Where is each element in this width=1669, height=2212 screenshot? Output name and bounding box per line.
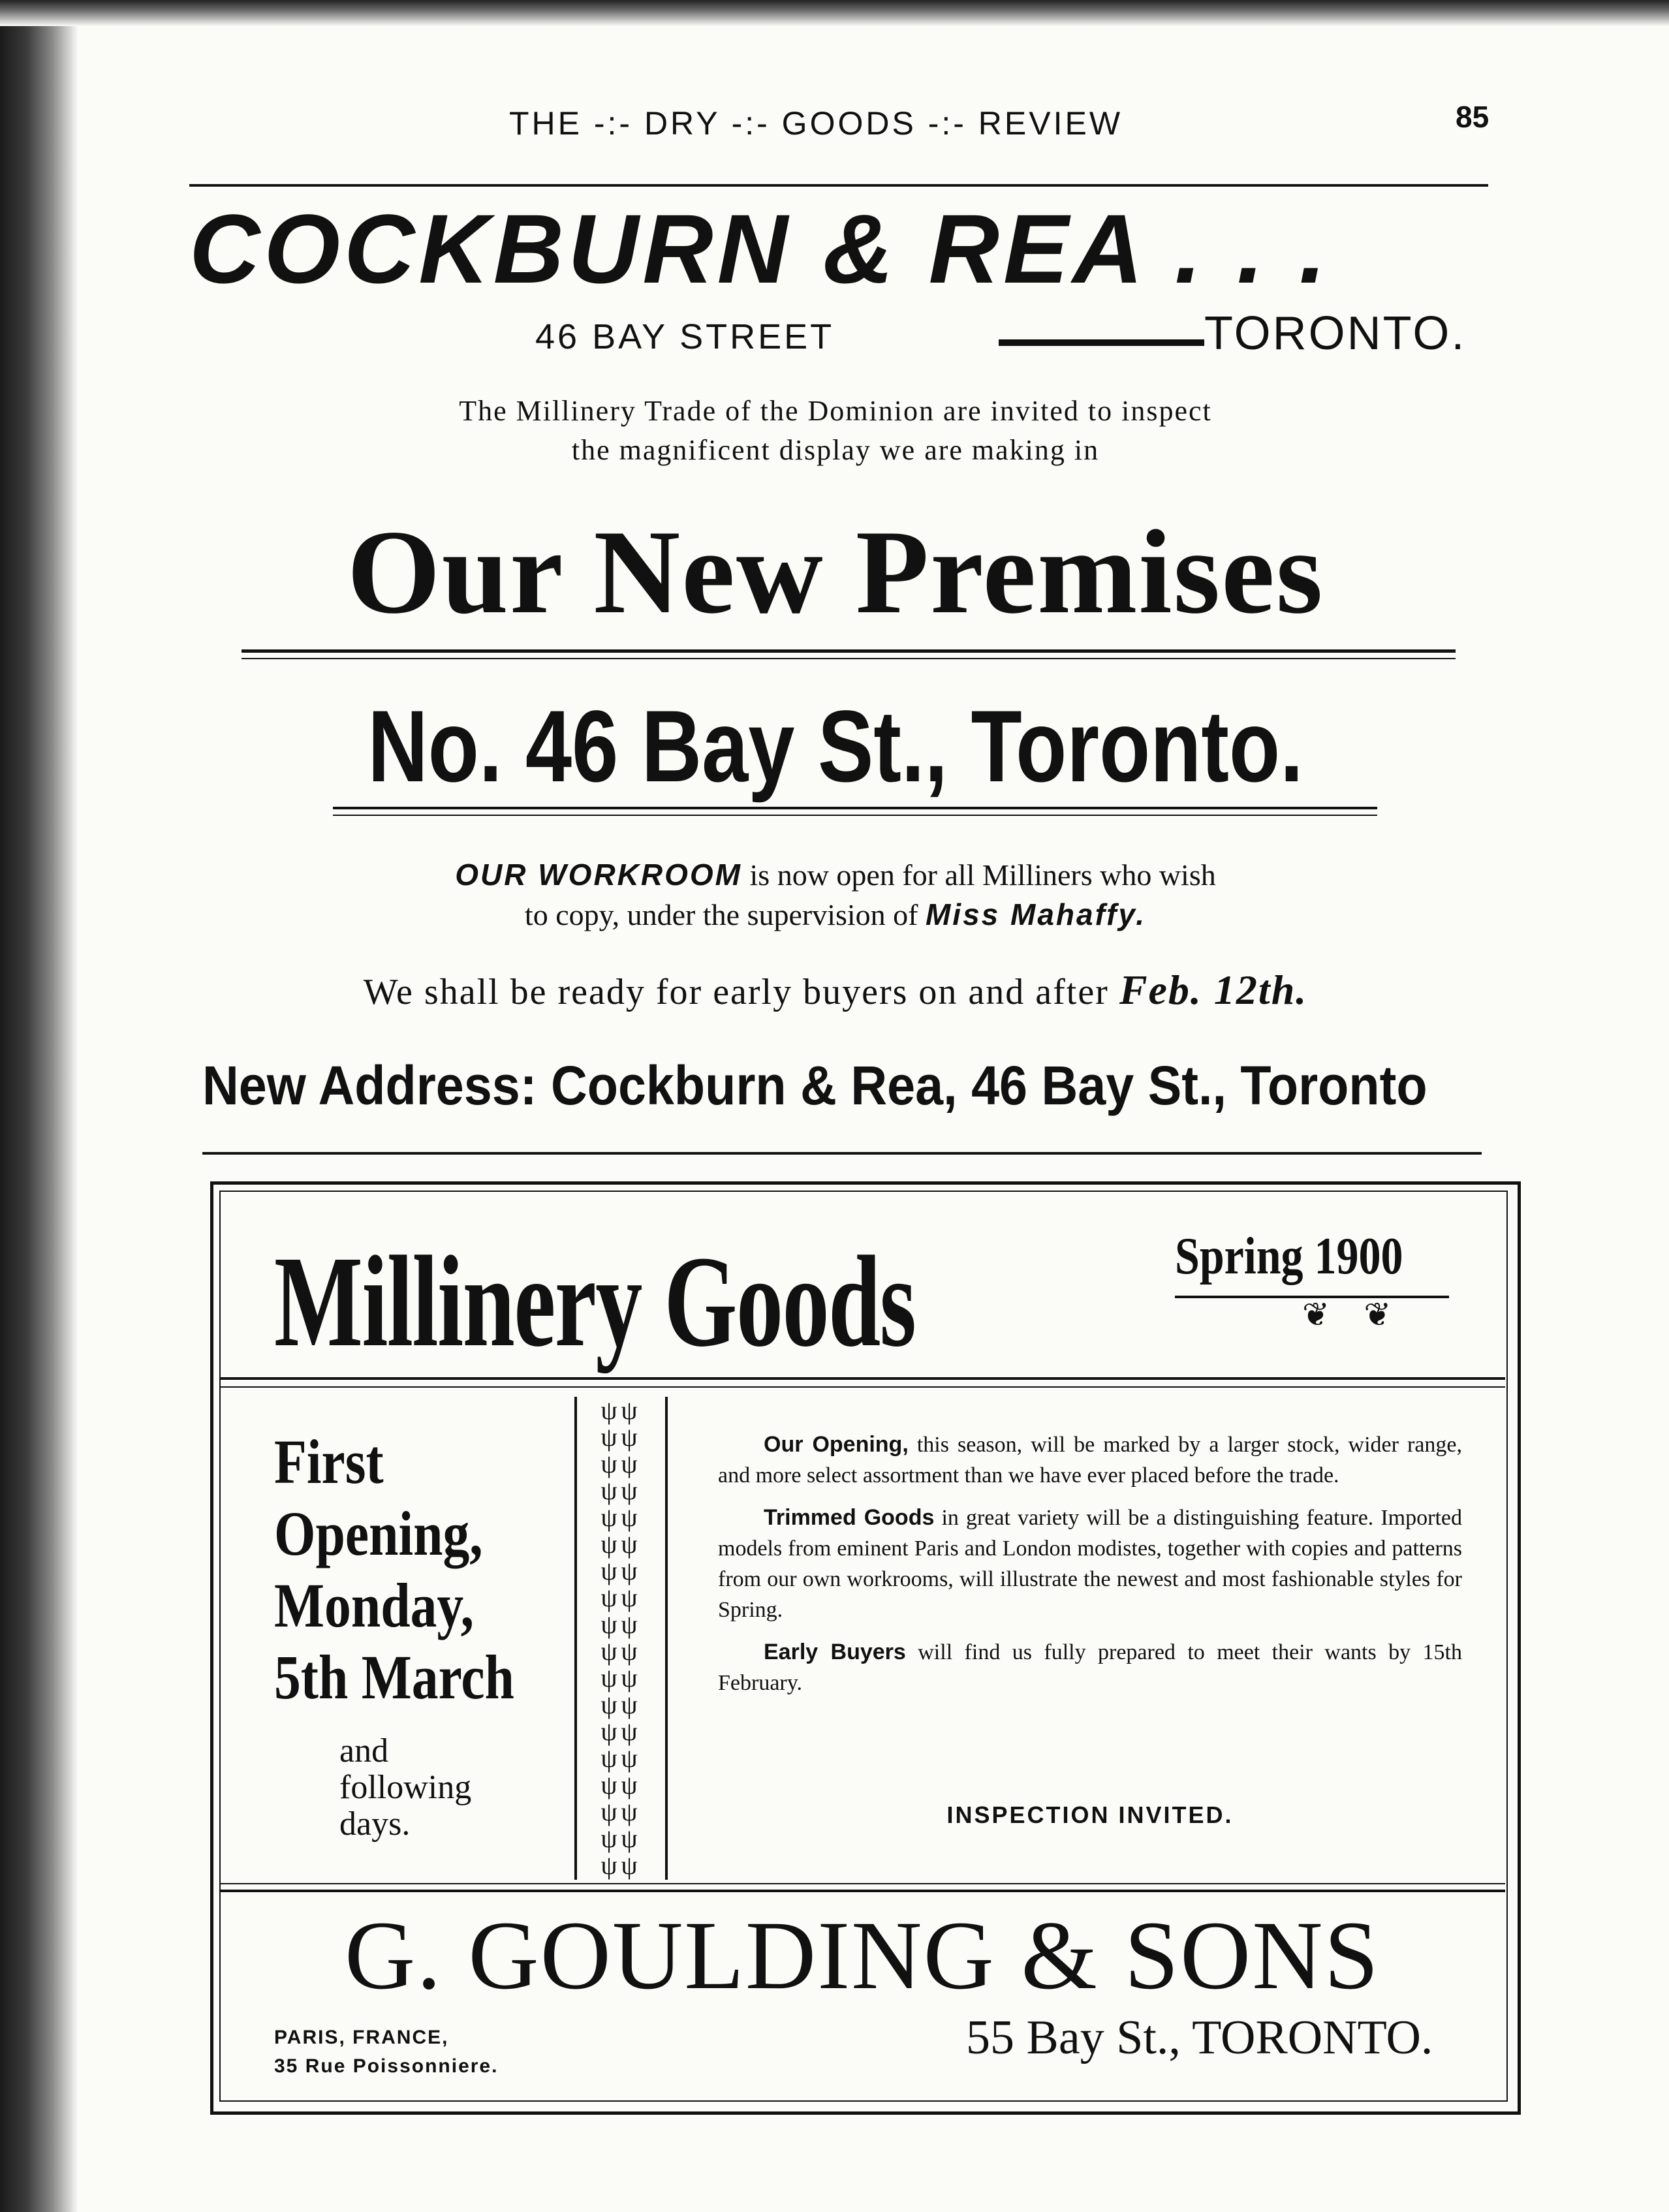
opening-announcement xyxy=(274,1426,524,1713)
floral-ornament-motif: ψψ xyxy=(601,1824,642,1853)
address-dash xyxy=(999,339,1204,346)
floral-ornament-motif: ψψ xyxy=(601,1663,642,1692)
floral-ornament-motif: ψψ xyxy=(601,1690,642,1719)
paragraph-lead: Early Buyers xyxy=(764,1640,906,1664)
headline-rule-bottom xyxy=(242,658,1456,659)
new-address: New Address: Cockburn & Rea, 46 Bay St., Toronto xyxy=(202,1055,1427,1116)
floral-ornament-motif: ψψ xyxy=(601,1850,642,1880)
floral-ornament-motif: ψψ xyxy=(601,1503,642,1532)
floral-ornament-motif: ψψ xyxy=(601,1529,642,1559)
paragraph-opening xyxy=(718,1429,1462,1491)
goulding-firm-name: G. GOULDING & SONS xyxy=(344,1901,1380,2010)
floral-ornament-motif: ψψ xyxy=(601,1422,642,1452)
section-divider xyxy=(202,1152,1482,1155)
page-number: 85 xyxy=(1456,100,1490,134)
invitation-text xyxy=(261,392,1410,470)
paris-address xyxy=(274,2023,498,2081)
floral-ornament-motif: ψψ xyxy=(601,1636,642,1666)
paragraph-lead: Trimmed Goods xyxy=(764,1505,935,1530)
invitation-line-1: The Millinery Trade of the Dominion are invited to inspect xyxy=(459,395,1212,427)
opening-line: 5th March xyxy=(274,1642,514,1712)
floral-ornament-motif: ψψ xyxy=(601,1583,642,1612)
cockburn-city: TORONTO. xyxy=(1204,307,1467,360)
running-title: THE -:- DRY -:- GOODS -:- REVIEW xyxy=(508,105,1123,142)
workroom-notice xyxy=(261,855,1410,935)
opening-line: First xyxy=(274,1427,384,1497)
ready-date: Feb. 12th. xyxy=(1119,967,1308,1013)
headline-rule-top xyxy=(242,649,1456,653)
scanned-top-edge xyxy=(0,0,1669,26)
footer-divider-top xyxy=(219,1883,1505,1884)
paragraph-early-buyers xyxy=(718,1637,1462,1698)
ready-text: We shall be ready for early buyers on and after xyxy=(363,972,1119,1012)
ready-notice xyxy=(228,966,1443,1014)
opening-subtext xyxy=(339,1733,561,1843)
scanned-binding-edge xyxy=(0,0,78,2212)
opening-sub-line: following xyxy=(339,1769,472,1806)
floral-ornament-motif: ψψ xyxy=(601,1717,642,1746)
opening-line: Monday, xyxy=(274,1570,475,1640)
paragraph-trimmed-goods xyxy=(718,1503,1462,1625)
paragraph-text: will find us fully prepared to meet their wants by 15th February. xyxy=(718,1640,1463,1695)
address-rule-top xyxy=(333,807,1377,809)
cockburn-firm-name: COCKBURN & REA . . . xyxy=(189,194,1330,304)
paris-line-2: 35 Rue Poissonniere. xyxy=(274,2055,499,2077)
address-rule-bottom xyxy=(333,815,1377,816)
floral-ornament-motif: ψψ xyxy=(601,1476,642,1505)
title-divider-top xyxy=(219,1377,1505,1380)
floral-ornament-motif: ψψ xyxy=(601,1397,642,1425)
footer-divider-bottom xyxy=(219,1890,1505,1892)
premises-headline: Our New Premises xyxy=(347,505,1324,638)
floral-ornament-motif: ψψ xyxy=(601,1743,642,1773)
opening-line: Opening, xyxy=(274,1499,483,1568)
workroom-line-1: is now open for all Milliners who wish xyxy=(742,858,1216,892)
invitation-line-2: the magnificent display we are making in xyxy=(571,434,1100,466)
paragraph-text: in great variety will be a distinguishing feature. Imported models from eminent Paris and London modistes, together with copies and patterns from our own workrooms, will illustrate the newest and most fashionable styles for Spring. xyxy=(718,1506,1462,1622)
inspection-invited: INSPECTION INVITED. xyxy=(946,1801,1234,1828)
floral-ornament-motif: ψψ xyxy=(601,1770,642,1799)
opening-sub-line: and xyxy=(339,1732,389,1769)
floral-ornament-band xyxy=(574,1397,668,1880)
floral-ornament-motif: ψψ xyxy=(601,1449,642,1478)
workroom-line-2: to copy, under the supervision of xyxy=(524,898,926,931)
address-headline: No. 46 Bay St., Toronto. xyxy=(367,690,1303,803)
floral-ornament-motif: ψψ xyxy=(601,1610,642,1639)
goulding-body-text xyxy=(718,1429,1462,1710)
paris-line-1: PARIS, FRANCE, xyxy=(274,2027,449,2048)
toronto-address: 55 Bay St., TORONTO. xyxy=(966,2011,1433,2064)
cockburn-street: 46 BAY STREET xyxy=(535,317,835,356)
paragraph-text: this season, will be marked by a larger stock, wider range, and more select assortment than we have ever placed before the trade. xyxy=(718,1433,1463,1488)
floral-ornament-motif: ψψ xyxy=(601,1797,642,1826)
header-rule xyxy=(189,184,1488,187)
workroom-lead: OUR WORKROOM xyxy=(455,858,743,892)
paragraph-lead: Our Opening, xyxy=(764,1432,909,1457)
title-divider-bottom xyxy=(219,1386,1505,1388)
opening-sub-line: days. xyxy=(339,1805,411,1843)
supervisor-name: Miss Mahaffy. xyxy=(925,897,1147,931)
floral-ornament-motif: ψψ xyxy=(601,1556,642,1585)
season-ornament: ❦ ❦ xyxy=(1302,1296,1405,1333)
millinery-goods-title: Millinery Goods xyxy=(274,1230,916,1374)
season-label: Spring 1900 xyxy=(1175,1228,1403,1285)
